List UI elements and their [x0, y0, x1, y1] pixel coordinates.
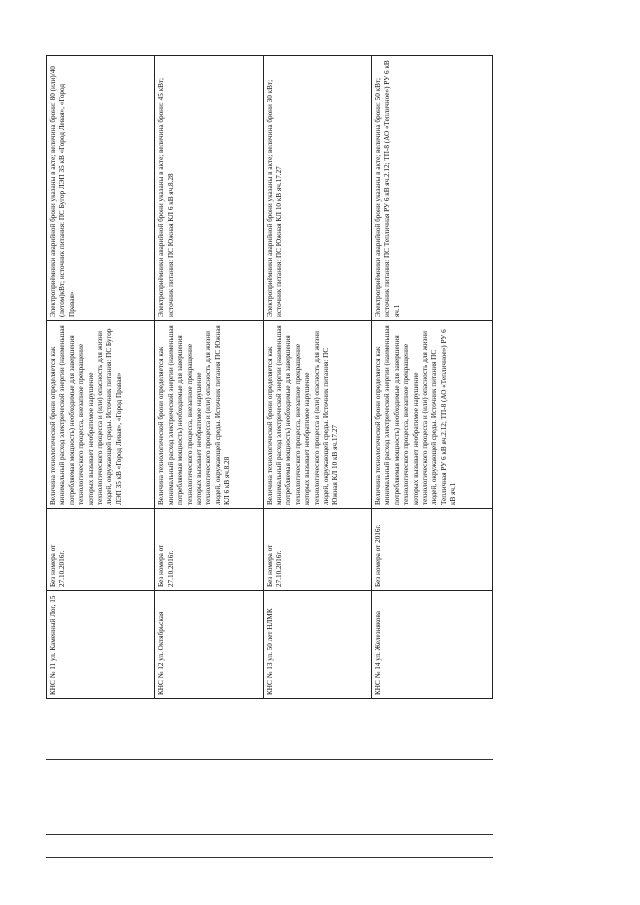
definition-cell: Величина технологической брони определяется как минимальный расход электрической энергии (наименьшая потребляемая мощность) необходимые для завершения технологического процесса, внезапное прекращение которых вызывает необратимое нарушение технологического процесса и (или) опасность для жизни людей, окружающей среды. Источник питания ПС Южная КЛ 6 кВ яч.8.28	[155, 321, 263, 509]
horizontal-rule	[46, 759, 493, 760]
definition-cell: Величина технологической брони определяется как минимальный расход электрической энергии (наименьшая потребляемая мощность) необходимые для завершения технологического процесса, внезапное прекращение которых вызывает необратимое нарушение технологического процесса и (или) опасность для жизни людей, окружающей среды. Источник питания: ПС Южная КЛ 10 кВ яч.17.27	[263, 321, 371, 509]
table-row	[47, 56, 155, 699]
definition-cell: Величина технологической брони определяется как минимальный расход электрической энергии (наименьшая потребляемая мощность) необходимые для завершения технологического процесса, внезапное прекращение которых вызывает необратимое нарушение технологического процесса и (или) опасность для жизни людей, окружающей среды. Источник питания ПС Тепличная РУ 6 кВ яч.2.12; ТП-8 (АО «Тепличное») РУ 6 кВ яч.1	[371, 321, 492, 509]
object-cell: КНС № 14 ул. Железнякова	[371, 591, 492, 699]
horizontal-rule	[46, 857, 493, 858]
table-row	[371, 56, 492, 699]
emergency-cell: Электроприёмники аварийной брони указаны в акте; величина брони: 50 кВт; источник питания: ПС Тепличная РУ 6 кВ яч.2.12; ТП-8 (АО «Тепличное») РУ 6 кВ яч.1	[371, 56, 492, 321]
emergency-cell: Электроприёмники аварийной брони указаны в акте; величина брони: 45 кВт; источник питания: ПС Южная КЛ 6 кВ яч.8.28	[155, 56, 263, 321]
table-row	[155, 56, 263, 699]
act-cell: Без номера от 2016г.	[371, 509, 492, 591]
emergency-cell: Электроприёмники аварийной брони указаны в акте; величина брони: 80 (или)/40 (летом)кВт; источник питания: ПС Бугор ЛЭП 35 кВ «Город Левая», «Город Правая»	[47, 56, 155, 321]
act-cell: Без номера от 27.10.2016г.	[47, 509, 155, 591]
emergency-cell: Электроприёмники аварийной брони указаны в акте; величина брони 30 кВт; источник питания: ПС Южная КЛ 10 кВ яч.17.27	[263, 56, 371, 321]
table-row	[263, 56, 371, 699]
definition-cell: Величина технологической брони определяется как минимальный расход электрической энергии (наименьшая потребляемая мощность) необходимые для завершения технологического процесса, внезапное прекращение которых вызывает необратимое нарушение технологического процесса и (или) опасность для жизни людей, окружающей среды. Источник питания: ПС Бугор ЛЭП 35 кВ «Город Левая», «Город Правая»	[47, 321, 155, 509]
rotated-table-region	[46, 56, 493, 699]
act-cell: Без номера от 27.10.2016г.	[155, 509, 263, 591]
object-cell: КНС № 12 ул. Октябрьская	[155, 591, 263, 699]
object-cell: КНС № 13 ул. 50 лет НЛМК	[263, 591, 371, 699]
technological-armor-table	[46, 55, 493, 699]
act-cell: Без номера от 27.10.2016г.	[263, 509, 371, 591]
object-cell: КНС № 11 ул. Каменный Лог, 15	[47, 591, 155, 699]
horizontal-rule	[46, 834, 493, 835]
